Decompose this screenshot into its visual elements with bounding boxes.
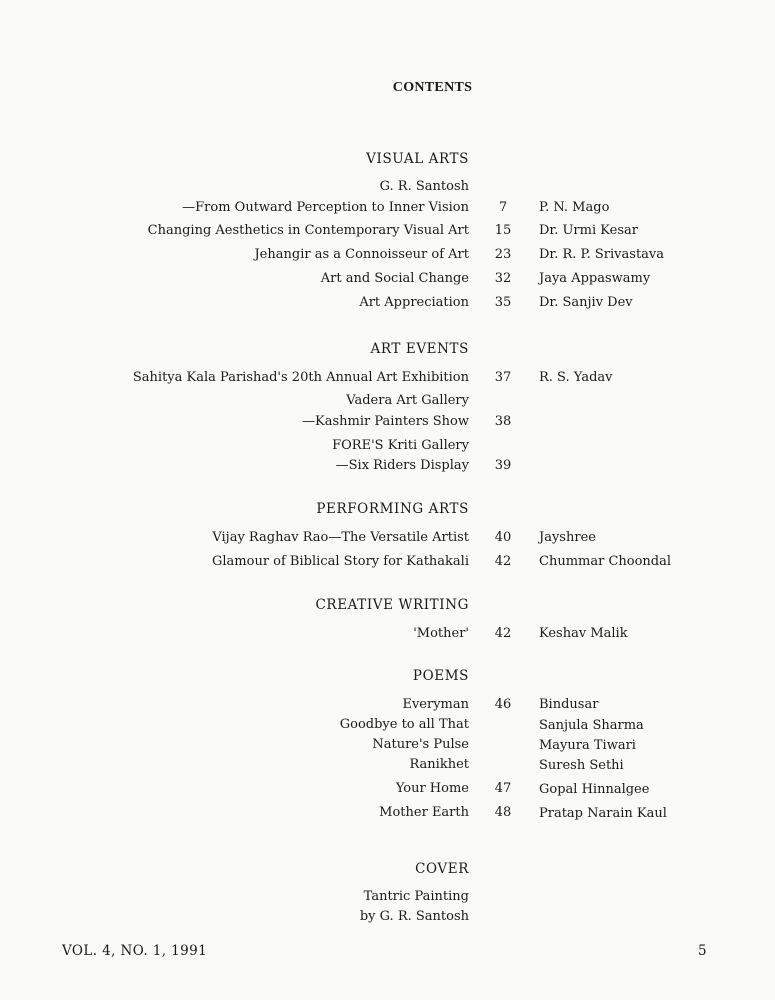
entry-title: Jehangir as a Connoisseur of Art (254, 247, 469, 262)
section-heading-creative-writing: CREATIVE WRITING (315, 597, 469, 613)
entry-author: Gopal Hinnalgee (539, 782, 650, 797)
entry-title: Ranikhet (409, 757, 469, 772)
entry-title: —Kashmir Painters Show (302, 414, 469, 429)
entry-page: 32 (494, 271, 512, 286)
entry-title: Changing Aesthetics in Contemporary Visual Art (147, 223, 469, 238)
entry-title: 'Mother' (413, 626, 469, 641)
entry-author: Dr. R. P. Srivastava (539, 247, 665, 262)
cover-credit: by G. R. Santosh (359, 909, 469, 924)
entry-page: 38 (494, 414, 512, 429)
entry-author: Sanjula Sharma (539, 718, 644, 733)
entry-author: R. S. Yadav (539, 370, 613, 385)
entry-title: Your Home (395, 781, 469, 796)
page-title: CONTENTS (392, 80, 473, 95)
entry-title: —From Outward Perception to Inner Vision (182, 200, 469, 215)
entry-author: Dr. Sanjiv Dev (539, 295, 633, 310)
section-heading-cover: COVER (415, 861, 469, 877)
entry-title: Nature's Pulse (372, 737, 469, 752)
entry-page: 35 (494, 295, 512, 310)
entry-title: Art Appreciation (359, 295, 469, 310)
entry-author: Mayura Tiwari (539, 738, 636, 753)
entry-title: Mother Earth (379, 805, 469, 820)
entry-author: Bindusar (539, 697, 599, 712)
section-heading-art-events: ART EVENTS (370, 341, 469, 357)
entry-title: G. R. Santosh (379, 179, 469, 194)
section-heading-visual-arts: VISUAL ARTS (366, 151, 469, 167)
cover-description: Tantric Painting (363, 889, 469, 904)
entry-title: Glamour of Biblical Story for Kathakali (212, 554, 469, 569)
page-number: 5 (698, 943, 707, 959)
entry-title: —Six Riders Display (335, 458, 469, 473)
entry-page: 7 (498, 200, 508, 215)
entry-title: FORE'S Kriti Gallery (332, 438, 469, 453)
entry-author: Keshav Malik (539, 626, 628, 641)
entry-title: Art and Social Change (320, 271, 469, 286)
entry-page: 39 (494, 458, 512, 473)
entry-page: 23 (494, 247, 512, 262)
entry-title: Everyman (402, 697, 469, 712)
entry-page: 42 (494, 554, 512, 569)
volume-info: VOL. 4, NO. 1, 1991 (62, 943, 208, 959)
entry-page: 46 (494, 697, 512, 712)
entry-author: Jaya Appaswamy (539, 271, 651, 286)
entry-author: P. N. Mago (539, 200, 610, 215)
entry-title: Goodbye to all That (339, 717, 469, 732)
entry-page: 48 (494, 805, 512, 820)
section-heading-poems: POEMS (412, 668, 469, 684)
entry-title: Vadera Art Gallery (346, 393, 469, 408)
entry-author: Chummar Choondal (539, 554, 672, 569)
entry-author: Jayshree (539, 530, 596, 545)
section-heading-performing-arts: PERFORMING ARTS (316, 501, 469, 517)
entry-page: 42 (494, 626, 512, 641)
entry-author: Dr. Urmi Kesar (539, 223, 638, 238)
entry-page: 47 (494, 781, 512, 796)
entry-page: 15 (494, 223, 512, 238)
entry-title: Sahitya Kala Parishad's 20th Annual Art Exhibition (132, 370, 469, 385)
entry-page: 40 (494, 530, 512, 545)
entry-title: Vijay Raghav Rao—The Versatile Artist (212, 530, 469, 545)
entry-author: Suresh Sethi (539, 758, 624, 773)
entry-author: Pratap Narain Kaul (539, 806, 667, 821)
entry-page: 37 (494, 370, 512, 385)
